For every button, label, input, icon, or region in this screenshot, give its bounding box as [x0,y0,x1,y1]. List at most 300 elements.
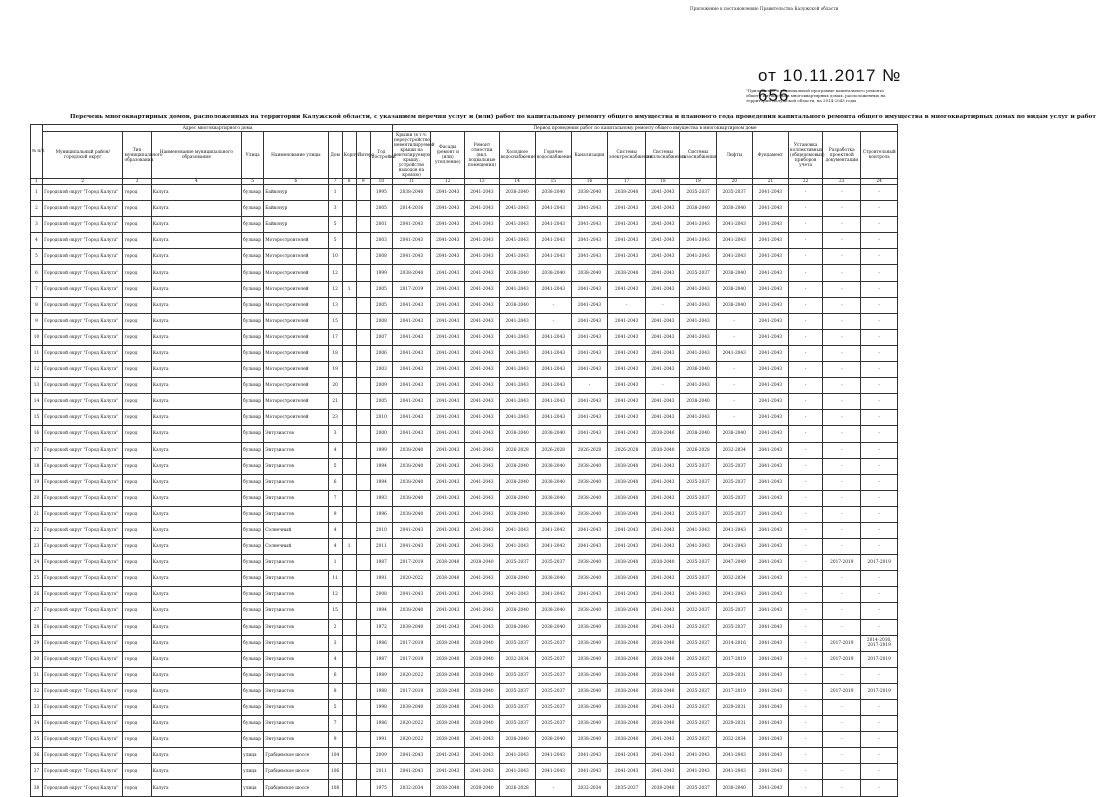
cell-period: 2035-2037 [535,635,571,651]
cell-period: 2041-2043 [752,667,788,683]
cell-period: 2038-2040 [535,490,571,506]
cell-period: 2020-2022 [392,571,430,587]
cell-period: 2014-2016 [392,201,430,217]
cell-period: 2041-2043 [431,458,465,474]
cell-period: - [823,297,861,313]
table-row [31,571,898,587]
cell-period: 2041-2043 [608,201,646,217]
cell-period: 2041-2043 [499,394,535,410]
cell-t: город [123,555,151,571]
cell-period: 2041-2043 [646,587,680,603]
cell-l [356,619,370,635]
cell-period: 2041-2043 [646,700,680,716]
table-row [31,732,898,748]
cell-s: бульвар [242,474,264,490]
cell-period: 2035-2037 [716,490,752,506]
cell-period: 2041-2043 [465,426,499,442]
cell-period: 2041-2043 [392,297,430,313]
cell-sn: Грабцевское шоссе [264,748,328,764]
cell-y: 1987 [370,651,392,667]
cell-l [356,185,370,201]
cell-period: 2041-2043 [752,410,788,426]
cell-period: 2041-2043 [752,362,788,378]
cell-s: бульвар [242,265,264,281]
cell-period: 2041-2043 [499,233,535,249]
table-row [31,700,898,716]
cell-period: - [823,233,861,249]
cell-k [342,764,356,780]
cell-period: - [823,474,861,490]
cell-t: город [123,651,151,667]
cell-n: 33 [31,700,43,716]
cell-period: 2041-2043 [431,506,465,522]
cell-period: 2041-2043 [571,217,607,233]
cell-period: 2038-2040 [608,683,646,699]
cell-l [356,345,370,361]
cell-s: бульвар [242,313,264,329]
cell-m: Калуга [151,522,241,538]
cell-m: Калуга [151,539,241,555]
col-number: 4 [151,179,241,185]
cell-period: 2041-2043 [680,522,716,538]
cell-period: 2041-2043 [752,345,788,361]
col-header: Установка коллективных (общедомовых) приборов учета [789,132,823,179]
cell-period: - [861,265,898,281]
cell-period: 2026-2028 [680,442,716,458]
col-header: Лифты [716,132,752,179]
cell-period: 2041-2043 [535,410,571,426]
cell-period: 2038-2040 [571,490,607,506]
cell-period: - [861,506,898,522]
cell-period: 2038-2040 [499,506,535,522]
col-header: Тип муниципального образования [123,132,151,179]
cell-d: Городской округ "Город Калуга" [43,764,123,780]
cell-period: 2032-2034 [716,571,752,587]
cell-period: 2041-2043 [646,732,680,748]
cell-n: 22 [31,522,43,538]
cell-period: - [823,185,861,201]
cell-period: 2041-2043 [680,410,716,426]
cell-period: 2038-2040 [608,490,646,506]
cell-period: - [789,265,823,281]
col-number: 6 [264,179,328,185]
cell-d: Городской округ "Город Калуга" [43,474,123,490]
cell-period: 2041-2043 [752,619,788,635]
cell-h: 9 [328,506,342,522]
cell-period: - [646,297,680,313]
cell-sn: Моторостроителей [264,362,328,378]
cell-period: 2041-2043 [752,313,788,329]
cell-t: город [123,362,151,378]
cell-period: 2041-2043 [608,394,646,410]
cell-period: 2029-2031 [716,716,752,732]
cell-period: 2041-2043 [716,764,752,780]
cell-d: Городской округ "Город Калуга" [43,362,123,378]
cell-period: - [789,732,823,748]
group-header-works: Период проведения работ по капитальному ремонту общего имущества в многоквартирном доме [392,125,897,132]
cell-period: 2041-2043 [465,603,499,619]
cell-t: город [123,587,151,603]
cell-sn: Моторостроителей [264,313,328,329]
cell-s: бульвар [242,394,264,410]
cell-k [342,522,356,538]
cell-l [356,442,370,458]
cell-period: - [823,732,861,748]
cell-period: 2041-2043 [535,249,571,265]
cell-period: 2041-2043 [535,378,571,394]
cell-k [342,571,356,587]
cell-s: улица [242,764,264,780]
cell-period: 2038-2040 [535,265,571,281]
cell-h: 3 [328,635,342,651]
cell-k [342,362,356,378]
col-header: Наименование муниципального образования [151,132,241,179]
cell-m: Калуга [151,651,241,667]
cell-period: 2035-2037 [535,683,571,699]
cell-period: 2038-2040 [571,619,607,635]
cell-period: 2041-2043 [680,297,716,313]
cell-period: 2041-2043 [465,522,499,538]
table-row [31,555,898,571]
cell-t: город [123,217,151,233]
cell-period: 2035-2037 [680,458,716,474]
cell-d: Городской округ "Город Калуга" [43,732,123,748]
col-header: Крыши (в т.ч. переустройство невентилируемой крыши на вентилируемую крышу, устройство выходов на кровлю) [393,132,435,178]
cell-period: - [823,201,861,217]
cell-period: 2041-2043 [752,635,788,651]
cell-y: 2001 [370,217,392,233]
cell-period: 2041-2043 [752,780,788,796]
cell-period: 2041-2043 [571,539,607,555]
table-row [31,217,898,233]
cell-m: Калуга [151,410,241,426]
table-row [31,362,898,378]
cell-period: - [646,378,680,394]
cell-period: 2041-2043 [571,587,607,603]
cell-period: - [823,522,861,538]
cell-y: 1987 [370,555,392,571]
cell-period: - [861,410,898,426]
cell-period: - [861,281,898,297]
cell-y: 2008 [370,313,392,329]
cell-period: - [823,394,861,410]
cell-period: 2038-2040 [535,603,571,619]
cell-y: 1991 [370,732,392,748]
cell-s: бульвар [242,233,264,249]
cell-l [356,410,370,426]
cell-k: 1 [342,539,356,555]
cell-n: 4 [31,233,43,249]
col-header: Системы электроснабжения [608,132,646,179]
col-header: Литера [356,132,370,179]
cell-l [356,426,370,442]
cell-period: 2041-2043 [571,329,607,345]
cell-period: 2041-2043 [752,764,788,780]
cell-h: 3 [328,426,342,442]
cell-period: 2035-2037 [680,571,716,587]
buildings-table [30,124,898,797]
cell-k [342,587,356,603]
cell-d: Городской округ "Город Калуга" [43,394,123,410]
cell-period: 2038-2040 [608,571,646,587]
cell-period: 2038-2040 [608,635,646,651]
cell-k [342,748,356,764]
cell-period: 2038-2040 [499,458,535,474]
cell-period: 2038-2040 [608,700,646,716]
cell-period: 2038-2040 [392,474,430,490]
cell-period: - [716,410,752,426]
cell-period: 2038-2040 [608,265,646,281]
cell-period: 2020-2022 [392,732,430,748]
cell-period: 2038-2040 [535,732,571,748]
cell-y: 2011 [370,539,392,555]
table-row [31,233,898,249]
cell-period: 2041-2043 [646,281,680,297]
cell-t: город [123,667,151,683]
cell-period: 2038-2040 [465,635,499,651]
cell-n: 17 [31,442,43,458]
cell-period: 2041-2043 [465,700,499,716]
cell-period: 2038-2040 [392,700,430,716]
col-number: 5 [242,179,264,185]
cell-period: - [823,313,861,329]
cell-period: - [789,442,823,458]
table-row [31,345,898,361]
cell-s: бульвар [242,667,264,683]
cell-s: бульвар [242,506,264,522]
cell-k [342,490,356,506]
cell-period: 2038-2040 [716,281,752,297]
approval-note: Приложение к постановлению Правительства Калужской области [690,6,839,11]
cell-period: 2038-2040 [499,619,535,635]
cell-period: 2041-2043 [752,458,788,474]
cell-d: Городской округ "Город Калуга" [43,329,123,345]
cell-period: 2038-2040 [646,667,680,683]
cell-period: 2041-2043 [752,442,788,458]
cell-period: 2038-2040 [646,555,680,571]
cell-period: 2041-2043 [535,394,571,410]
cell-period: 2041-2043 [571,394,607,410]
cell-h: 5 [328,217,342,233]
cell-period: 2041-2043 [392,764,430,780]
col-number: 24 [861,179,898,185]
cell-h: 15 [328,313,342,329]
cell-period: 2041-2043 [608,313,646,329]
table-row [31,522,898,538]
cell-period: 2035-2037 [608,780,646,796]
cell-period: 2041-2043 [465,217,499,233]
cell-period: - [716,394,752,410]
cell-m: Калуга [151,217,241,233]
cell-period: 2038-2040 [465,683,499,699]
cell-sn: Моторостроителей [264,265,328,281]
cell-t: город [123,522,151,538]
cell-d: Городской округ "Город Калуга" [43,233,123,249]
cell-period: 2041-2043 [752,555,788,571]
cell-period: 2035-2037 [680,700,716,716]
cell-period: 2017-2019 [392,635,430,651]
cell-period: - [789,571,823,587]
cell-period: 2041-2043 [431,297,465,313]
cell-period: 2041-2043 [646,201,680,217]
col-number: 14 [499,179,535,185]
col-header: Год постройки [370,132,392,179]
cell-sn: Моторостроителей [264,233,328,249]
cell-period: 2038-2040 [571,555,607,571]
cell-period: 2041-2043 [716,522,752,538]
cell-h: 12 [328,281,342,297]
cell-h: 106 [328,764,342,780]
cell-period: - [861,329,898,345]
cell-period: - [823,217,861,233]
cell-period: 2041-2043 [431,281,465,297]
cell-n: 16 [31,426,43,442]
cell-period: 2038-2040 [608,474,646,490]
cell-sn: Энтузиастов [264,732,328,748]
cell-s: бульвар [242,619,264,635]
cell-m: Калуга [151,603,241,619]
cell-t: город [123,716,151,732]
cell-period: 2041-2043 [465,378,499,394]
cell-m: Калуга [151,764,241,780]
cell-s: бульвар [242,732,264,748]
cell-period: 2038-2040 [431,780,465,796]
table-row [31,716,898,732]
cell-s: бульвар [242,571,264,587]
cell-l [356,603,370,619]
cell-period: - [789,490,823,506]
cell-h: 3 [328,201,342,217]
cell-t: город [123,378,151,394]
cell-period: - [861,716,898,732]
cell-period: 2041-2043 [646,764,680,780]
cell-period: 2041-2043 [646,603,680,619]
cell-s: бульвар [242,329,264,345]
cell-y: 2005 [370,297,392,313]
cell-period: 2041-2043 [752,329,788,345]
cell-l [356,587,370,603]
col-number: 22 [789,179,823,185]
cell-y: 1994 [370,603,392,619]
cell-d: Городской округ "Город Калуга" [43,700,123,716]
cell-y: 1972 [370,619,392,635]
cell-period: 2041-2043 [465,587,499,603]
appendix-note: "Приложение к региональной программе капитального ремонта общего имущества в многоквартирных домах, расположенных на территории Калужской области, на 2014-2043 годы [746,88,886,103]
cell-period: 2035-2037 [680,185,716,201]
cell-h: 8 [328,683,342,699]
cell-period: 2032-2034 [716,732,752,748]
cell-period: 2041-2043 [752,297,788,313]
cell-period: 2038-2040 [431,635,465,651]
cell-period: 2038-2040 [571,474,607,490]
cell-period: 2038-2040 [571,603,607,619]
cell-k [342,249,356,265]
cell-s: бульвар [242,458,264,474]
cell-period: 2041-2043 [392,748,430,764]
cell-period: - [823,490,861,506]
cell-l [356,265,370,281]
cell-m: Калуга [151,748,241,764]
cell-h: 7 [328,716,342,732]
cell-l [356,555,370,571]
cell-period: 2038-2040 [465,555,499,571]
cell-period: 2041-2043 [680,233,716,249]
cell-t: город [123,700,151,716]
table-row [31,297,898,313]
cell-period: 2041-2043 [392,410,430,426]
cell-period: - [861,345,898,361]
cell-y: 1995 [370,185,392,201]
cell-l [356,394,370,410]
cell-y: 1998 [370,700,392,716]
cell-period: 2041-2043 [752,394,788,410]
cell-period: 2041-2043 [499,748,535,764]
cell-period: 2026-2028 [499,442,535,458]
cell-period: 2041-2043 [465,362,499,378]
cell-s: бульвар [242,651,264,667]
col-number: 2 [43,179,123,185]
cell-t: город [123,780,151,796]
cell-period: 2041-2043 [752,748,788,764]
cell-period: 2038-2040 [431,651,465,667]
cell-period: 2038-2040 [571,571,607,587]
cell-period: 2041-2043 [608,426,646,442]
cell-y: 2006 [370,345,392,361]
cell-k [342,394,356,410]
col-header: Системы теплоснабжения [646,132,680,179]
cell-period: 2038-2040 [571,635,607,651]
cell-period: 2035-2037 [535,700,571,716]
cell-s: бульвар [242,683,264,699]
cell-h: 13 [328,297,342,313]
cell-period: 2041-2043 [499,345,535,361]
cell-period: 2038-2040 [608,651,646,667]
col-number: 10 [370,179,392,185]
cell-k [342,603,356,619]
cell-period: - [823,265,861,281]
cell-y: 2010 [370,410,392,426]
cell-period: 2041-2043 [646,185,680,201]
cell-y: 1996 [370,506,392,522]
cell-period: 2041-2043 [752,683,788,699]
cell-period: 2041-2043 [752,539,788,555]
cell-period: 2041-2043 [535,522,571,538]
cell-period: - [861,362,898,378]
cell-period: 2041-2043 [680,281,716,297]
cell-m: Калуга [151,732,241,748]
cell-period: 2017-2019 [823,555,861,571]
cell-period: 2041-2043 [571,522,607,538]
col-number: 15 [535,179,571,185]
table-row [31,378,898,394]
cell-m: Калуга [151,683,241,699]
cell-period: 2041-2043 [499,362,535,378]
cell-period: 2047-2049 [716,555,752,571]
col-header: Холодное водоснабжение [499,132,535,179]
cell-period: - [789,378,823,394]
cell-period: 2041-2043 [431,522,465,538]
cell-period: 2035-2037 [499,555,535,571]
cell-period: 2038-2040 [646,635,680,651]
cell-period: 2017-2019 [392,683,430,699]
cell-period: - [823,764,861,780]
cell-period: 2041-2043 [608,522,646,538]
cell-h: 4 [328,651,342,667]
cell-k [342,474,356,490]
cell-period: 2038-2040 [392,265,430,281]
cell-period: 2041-2043 [431,345,465,361]
cell-period: - [861,748,898,764]
